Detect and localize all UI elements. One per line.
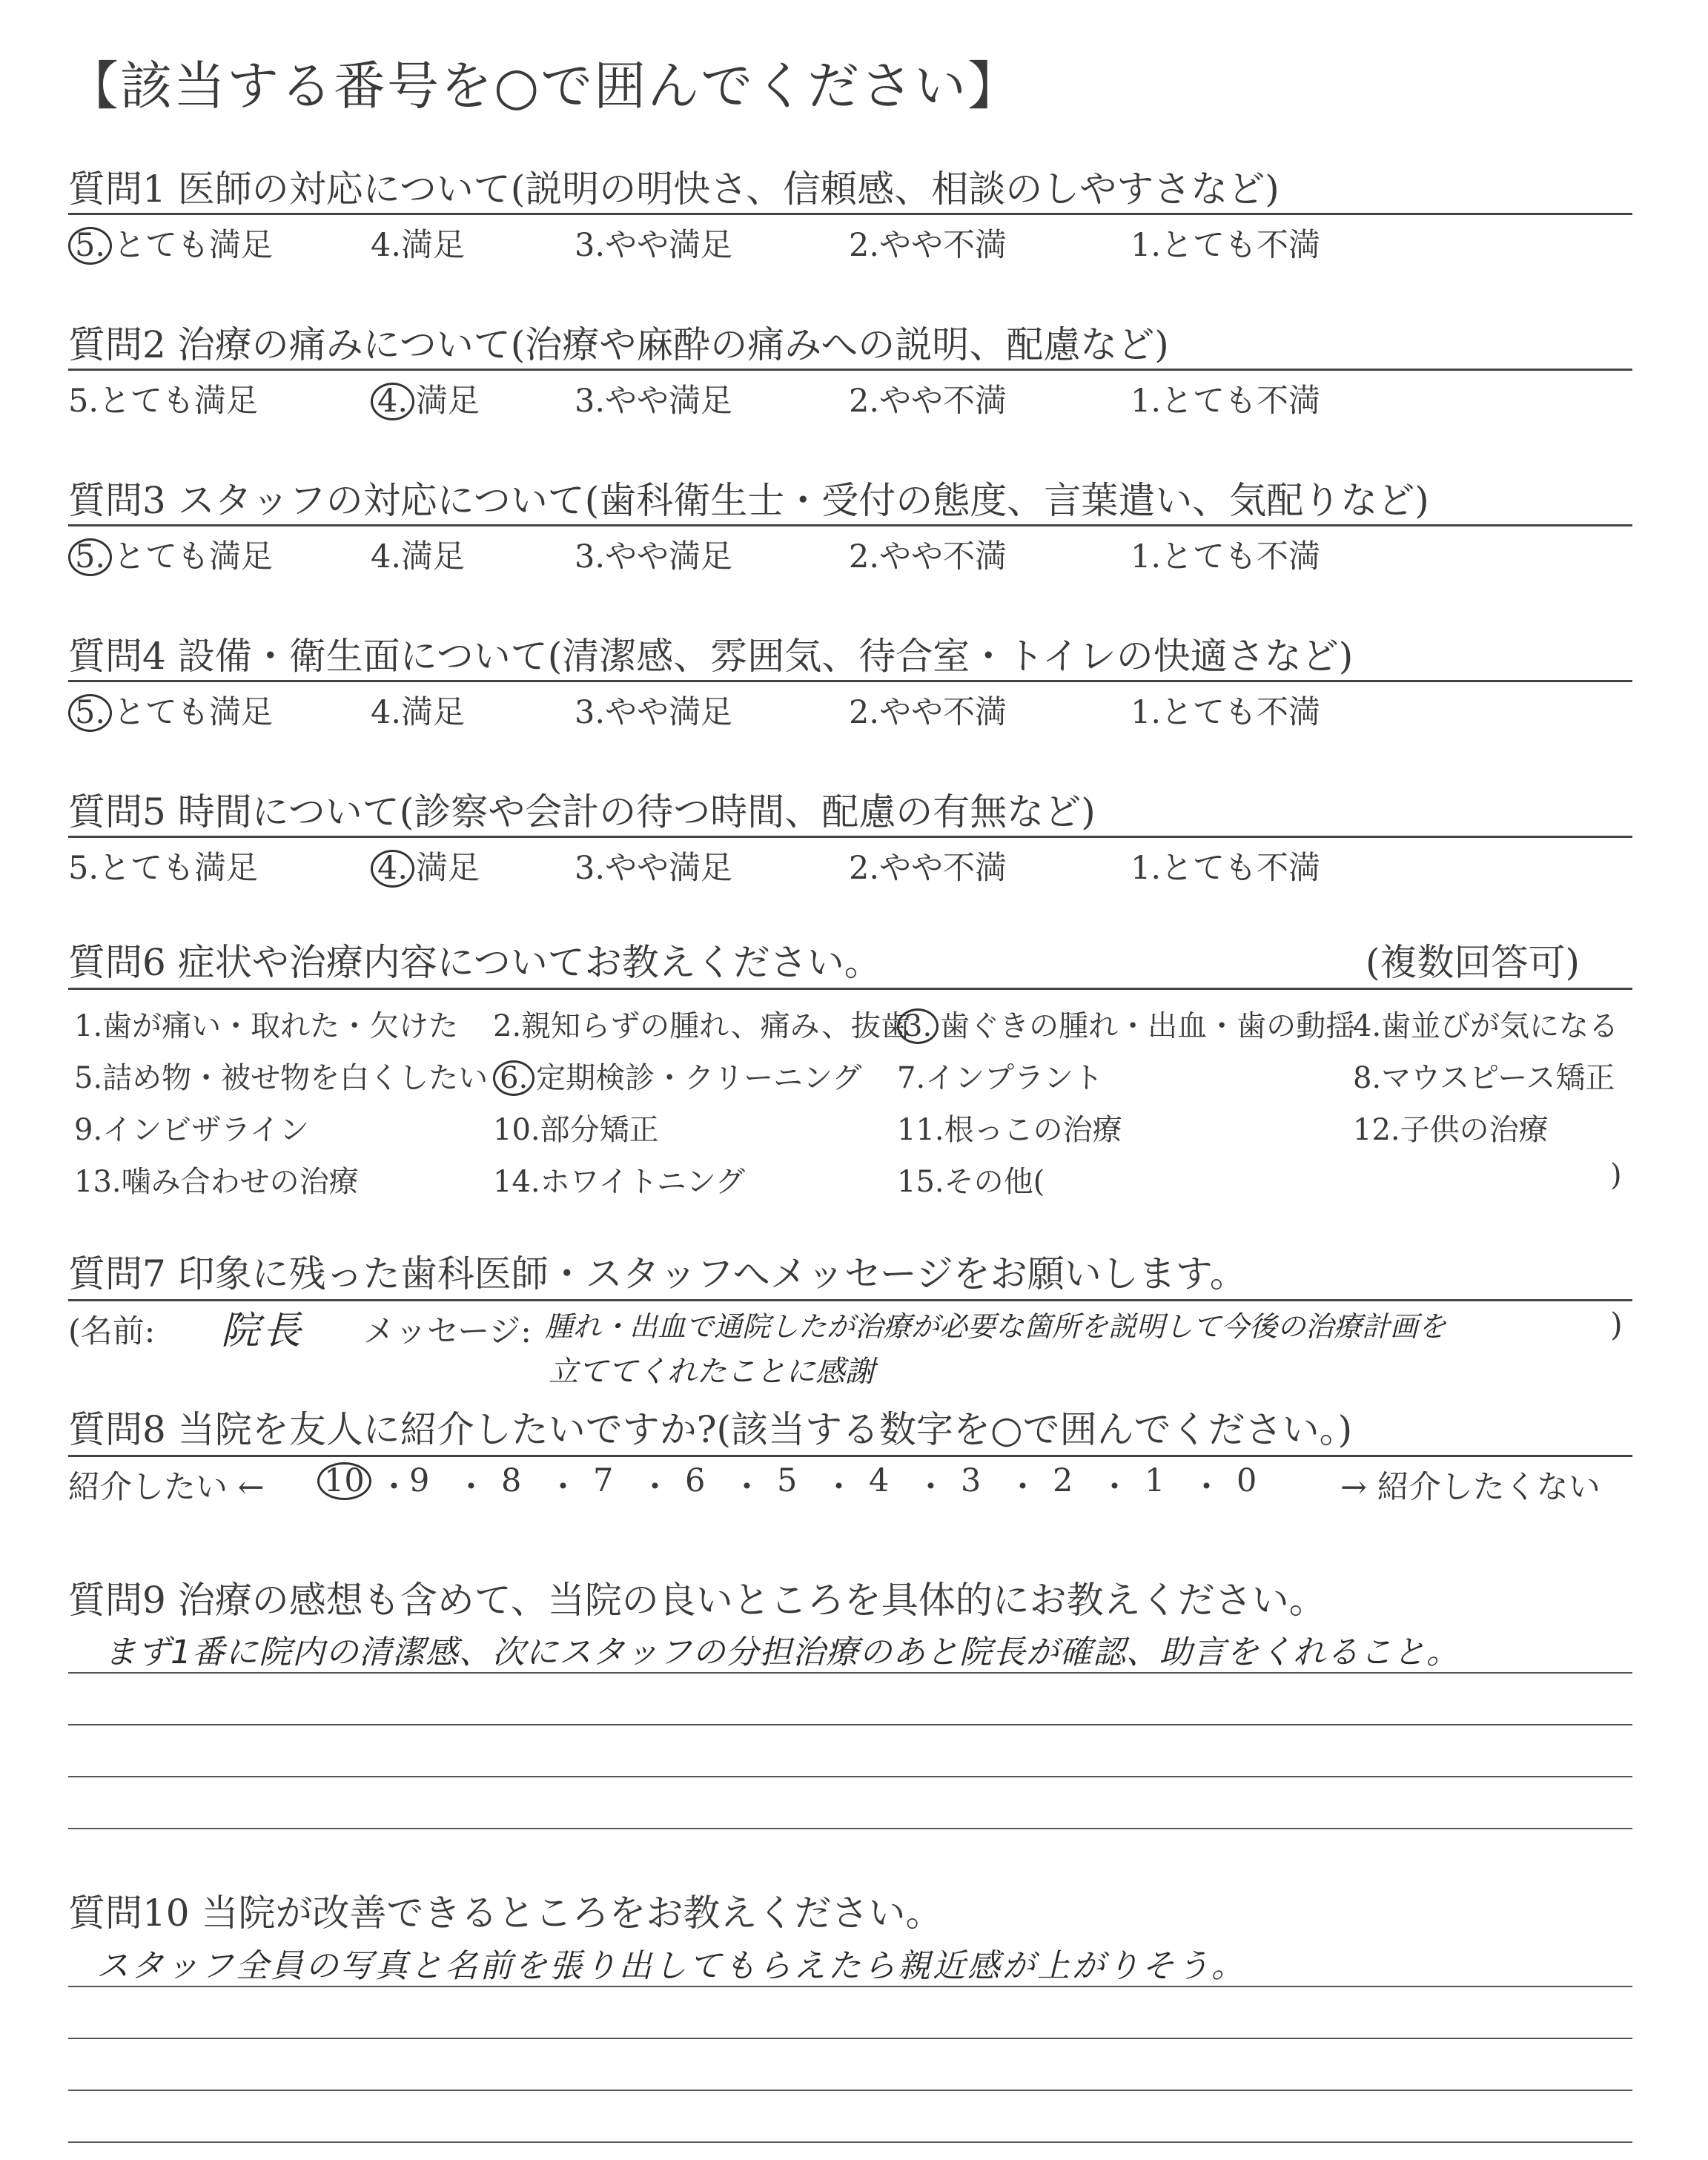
q7-message-close: ) [1610, 1307, 1623, 1344]
rating-q1-option [371, 220, 465, 265]
option-label: とても満足 [113, 694, 274, 731]
scale-number: 1 [1145, 1462, 1165, 1499]
q6-other-close: ) [1610, 1158, 1622, 1192]
scale-number: 8 [501, 1462, 522, 1499]
q8-scale-value [1237, 1462, 1257, 1499]
q8-left-label: 紹介したい ← [68, 1469, 265, 1506]
rating-q1-option [849, 220, 1007, 265]
q10-answer: スタッフ全員の写真と名前を張り出してもらえたら親近感が上がりそう。 [96, 1947, 1246, 1985]
q7-name-label: (名前: [68, 1313, 156, 1350]
q6-option [897, 1158, 1045, 1200]
option-label: やや満足 [605, 383, 733, 420]
option-label: 親知らずの腫れ、痛み、抜歯 [521, 1009, 910, 1043]
q6-rule [68, 988, 1632, 990]
option-number: 2. [849, 850, 880, 887]
rating-q4-option [1131, 687, 1320, 733]
q6-note: (複数回答可) [1366, 941, 1580, 984]
option-number: 2. [849, 383, 880, 420]
q9-line-3 [68, 1776, 1632, 1777]
option-number: 3. [575, 538, 606, 575]
q6-option [493, 1003, 910, 1045]
scale-number: 3 [961, 1462, 982, 1499]
option-number: 1. [1131, 850, 1162, 887]
option-label: とても不満 [1161, 538, 1321, 575]
rating-q1-rule [68, 213, 1632, 215]
rating-q5-option [575, 843, 732, 888]
scale-number: 10 [317, 1462, 371, 1500]
q8-scale-value [1053, 1462, 1073, 1499]
option-number: 13. [74, 1165, 122, 1199]
scale-number: 7 [593, 1462, 614, 1499]
option-number: 1. [1131, 383, 1162, 420]
option-number: 1. [1131, 694, 1162, 731]
scale-number: 5 [777, 1462, 798, 1499]
option-number: 2. [849, 694, 880, 731]
q6-option [493, 1158, 745, 1200]
option-number: 4. [1353, 1009, 1382, 1043]
rating-q4-rule [68, 680, 1632, 682]
option-label: やや不満 [879, 538, 1007, 575]
q6-option [74, 1158, 359, 1200]
option-label: 歯ぐきの腫れ・出血・歯の動揺 [940, 1009, 1356, 1043]
q8-separator: ・ [915, 1469, 947, 1506]
option-label: 満足 [416, 850, 480, 887]
scale-number: 4 [869, 1462, 890, 1499]
option-label: とても不満 [1161, 850, 1321, 887]
option-label: やや満足 [605, 694, 733, 731]
q8-right-label: → 紹介したくない [1340, 1469, 1601, 1506]
q8-separator: ・ [1191, 1469, 1222, 1506]
q8-scale-value [961, 1462, 981, 1499]
rating-q1-title: 質問1 医師の対応について(説明の明快さ、信頼感、相談のしやすさなど) [68, 168, 1280, 211]
q6-option [74, 1003, 458, 1045]
rating-q3-option [849, 532, 1007, 577]
q10-line-1 [68, 1986, 1632, 1987]
rating-q2-option [849, 376, 1007, 421]
q10-line-3 [68, 2090, 1632, 2091]
rating-q2-option [575, 376, 732, 421]
option-label: インプラント [925, 1061, 1104, 1095]
rating-q2-option [68, 376, 258, 421]
q9-answer: まず1番に院内の清潔感、次にスタッフの分担治療のあと院長が確認、助言をくれること。 [104, 1634, 1460, 1671]
option-number: 15. [897, 1165, 944, 1199]
scale-number: 2 [1053, 1462, 1073, 1499]
rating-q4-option [575, 687, 732, 733]
option-label: やや不満 [879, 850, 1007, 887]
q9-line-1 [68, 1672, 1632, 1674]
option-number: 3. [575, 383, 606, 420]
rating-q5-option [849, 843, 1007, 888]
q7-title: 質問7 印象に残った歯科医師・スタッフへメッセージをお願いします。 [68, 1252, 1247, 1295]
selected-number: 3. [897, 1008, 939, 1044]
option-label: やや不満 [879, 383, 1007, 420]
q8-separator: ・ [731, 1469, 763, 1506]
q6-option [897, 1003, 1355, 1045]
rating-q5-title: 質問5 時間について(診察や会計の待つ時間、配慮の有無など) [68, 790, 1096, 833]
q6-option [897, 1054, 1103, 1097]
q8-scale-value [777, 1462, 797, 1499]
option-label: とても満足 [113, 227, 274, 264]
option-label: 歯が痛い・取れた・欠けた [102, 1009, 459, 1043]
option-number: 3. [575, 227, 606, 264]
option-number: 8. [1353, 1061, 1382, 1095]
selected-number: 6. [493, 1060, 534, 1096]
option-label: 歯並びが気になる [1381, 1009, 1619, 1043]
q8-separator: ・ [1007, 1469, 1039, 1506]
q7-message-line2: 立ててくれたことに感謝 [549, 1355, 875, 1389]
option-number: 1. [74, 1009, 103, 1043]
option-label: とても満足 [113, 538, 274, 575]
option-label: マウスピース矯正 [1381, 1061, 1615, 1095]
option-label: とても不満 [1161, 383, 1321, 420]
option-label: 子供の治療 [1400, 1113, 1549, 1147]
rating-q2-option [371, 376, 480, 421]
selected-number: 4. [371, 850, 414, 888]
q9-line-4 [68, 1828, 1632, 1829]
rating-q4-title: 質問4 設備・衛生面について(清潔感、雰囲気、待合室・トイレの快適さなど) [68, 635, 1354, 678]
scale-number: 6 [685, 1462, 706, 1499]
option-label: 根っこの治療 [944, 1113, 1122, 1147]
rating-q1-option [575, 220, 732, 265]
option-number: 5. [74, 1061, 103, 1095]
option-number: 9. [74, 1113, 103, 1147]
rating-q3-option [1131, 532, 1320, 577]
option-label: とても不満 [1161, 694, 1321, 731]
scale-number: 0 [1237, 1462, 1257, 1499]
q9-line-2 [68, 1724, 1632, 1725]
option-label: とても満足 [99, 383, 259, 420]
option-label: 定期検診・クリーニング [536, 1061, 862, 1095]
option-label: 満足 [401, 227, 466, 264]
q6-option [74, 1106, 309, 1149]
rating-q2-option [1131, 376, 1320, 421]
q8-separator: ・ [823, 1469, 855, 1506]
option-label: とても満足 [99, 850, 259, 887]
q8-scale-value [593, 1462, 613, 1499]
option-label: 満足 [416, 383, 480, 420]
scale-number: 9 [409, 1462, 430, 1499]
option-number: 5. [68, 383, 99, 420]
rating-q4-option [849, 687, 1007, 733]
option-number: 1. [1131, 227, 1162, 264]
option-label: 満足 [401, 538, 466, 575]
q9-title: 質問9 治療の感想も含めて、当院の良いところを具体的にお教えください。 [68, 1579, 1326, 1622]
option-number: 2. [849, 538, 880, 575]
rating-q3-rule [68, 524, 1632, 526]
option-number: 3. [575, 694, 606, 731]
rating-q3-title: 質問3 スタッフの対応について(歯科衛生士・受付の態度、言葉遣い、気配りなど) [68, 479, 1429, 522]
rating-q3-option [575, 532, 732, 577]
rating-q4-option [68, 687, 273, 733]
option-label: ホワイトニング [540, 1165, 746, 1199]
q8-scale-value [685, 1462, 705, 1499]
rating-q1-option [1131, 220, 1320, 265]
option-label: やや満足 [605, 850, 733, 887]
selected-number: 5. [68, 538, 112, 576]
rating-q5-option [1131, 843, 1320, 888]
option-label: やや満足 [605, 227, 733, 264]
rating-q4-option [371, 687, 465, 733]
q10-title: 質問10 当院が改善できるところをお教えください。 [68, 1892, 943, 1935]
rating-q5-rule [68, 836, 1632, 838]
option-number: 12. [1353, 1113, 1400, 1147]
q6-option [1353, 1003, 1618, 1045]
q8-rule [68, 1455, 1632, 1457]
rating-q3-option [371, 532, 465, 577]
q6-option [1353, 1054, 1615, 1097]
q7-name-value: 院長 [221, 1309, 305, 1353]
q8-separator: ・ [378, 1469, 410, 1506]
option-label: 満足 [401, 694, 466, 731]
q6-option [493, 1106, 659, 1149]
option-label: やや不満 [879, 694, 1007, 731]
q8-scale-value [1145, 1462, 1165, 1499]
option-label: その他( [944, 1165, 1045, 1199]
q8-title: 質問8 当院を友人に紹介したいですか?(該当する数字を○で囲んでください。) [68, 1408, 1353, 1451]
option-number: 5. [68, 850, 99, 887]
q10-line-4 [68, 2141, 1632, 2143]
q8-separator: ・ [455, 1469, 487, 1506]
q8-scale-selected [317, 1462, 373, 1500]
rating-q5-option [371, 843, 480, 888]
q8-scale-value [869, 1462, 889, 1499]
option-number: 4. [371, 227, 402, 264]
q7-message-label: メッセージ: [363, 1313, 532, 1350]
rating-q1-option [68, 220, 273, 265]
option-label: やや満足 [605, 538, 733, 575]
rating-q2-rule [68, 369, 1632, 371]
rating-q2-title: 質問2 治療の痛みについて(治療や麻酔の痛みへの説明、配慮など) [68, 323, 1169, 366]
option-number: 2. [849, 227, 880, 264]
option-label: やや不満 [879, 227, 1007, 264]
q6-title: 質問6 症状や治療内容についてお教えください。 [68, 941, 881, 984]
q8-scale-value [409, 1462, 429, 1499]
option-label: 部分矯正 [540, 1113, 659, 1147]
selected-number: 5. [68, 227, 112, 265]
q6-option [897, 1106, 1122, 1149]
q6-option [493, 1054, 861, 1097]
rating-q5-option [68, 843, 258, 888]
option-number: 4. [371, 538, 402, 575]
option-number: 11. [897, 1113, 944, 1147]
rating-q3-option [68, 532, 273, 577]
option-number: 2. [493, 1009, 522, 1043]
option-number: 1. [1131, 538, 1162, 575]
q8-separator: ・ [547, 1469, 579, 1506]
option-number: 10. [493, 1113, 540, 1147]
selected-number: 4. [371, 383, 414, 420]
option-number: 4. [371, 694, 402, 731]
q7-message-line1: 腫れ・出血で通院したが治療が必要な箇所を説明して今後の治療計画を [545, 1310, 1447, 1343]
option-label: とても不満 [1161, 227, 1321, 264]
q8-scale-value [501, 1462, 521, 1499]
option-number: 3. [575, 850, 606, 887]
option-number: 7. [897, 1061, 926, 1095]
option-number: 14. [493, 1165, 540, 1199]
selected-number: 5. [68, 694, 112, 732]
form-header: 【該当する番号を○で囲んでください】 [67, 56, 1022, 116]
option-label: 噛み合わせの治療 [121, 1165, 359, 1199]
q6-option [74, 1054, 488, 1097]
option-label: インビザライン [102, 1113, 309, 1147]
q10-line-2 [68, 2038, 1632, 2039]
option-label: 詰め物・被せ物を白くしたい [102, 1061, 489, 1095]
q8-separator: ・ [639, 1469, 671, 1506]
q8-separator: ・ [1099, 1469, 1131, 1506]
q6-option [1353, 1106, 1549, 1149]
